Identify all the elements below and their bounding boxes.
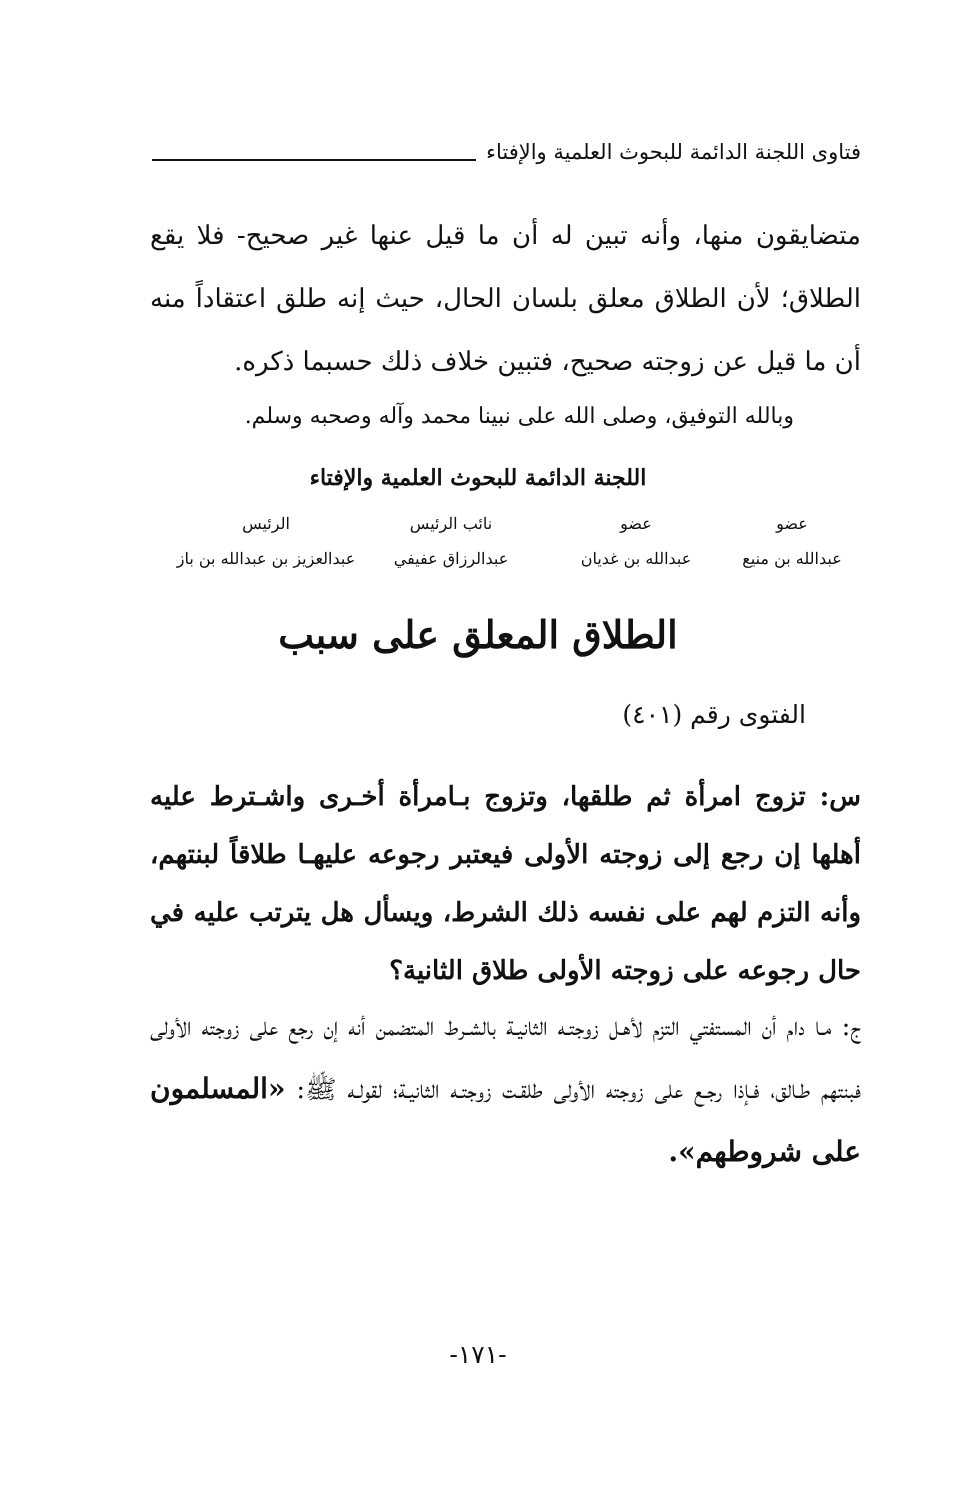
signatory-name: عبدالله بن غديان [580,549,692,568]
signatory-role: نائب الرئيس [409,514,493,533]
committee-name: اللجنة الدائمة للبحوث العلمية والإفتاء [309,465,647,491]
signatory-name: عبدالعزيز بن عبدالله بن باز [176,549,356,568]
intro-paragraph: متضايقون منها، وأنه تبين له أن ما قيل عنها غير صحيح- فلا يقع الطلاق؛ لأن الطلاق معلق بلسان الحال، حيث إنه طلق اعتقاداً منه أن ما قيل عن زوجته صحيح، فتبين خلاف ذلك حسبما ذكره. [150,221,861,377]
signatory [732,514,852,568]
signatory-name: عبدالله بن منيع [742,549,842,568]
signatory-role: عضو [776,514,808,533]
hadith-quote: «المسلمون على شروطهم». [150,1072,861,1168]
signatory-role: الرئيس [242,514,290,533]
answer-text: ج: مـا دام أن المستفتي التزم لأهـل زوجتـه الثانيـة بالشـرط المتضمن أنه إن رجع على زوجته الأولى فبنتهم طـالق، فـإذا رجـع على زوجته الأولى طلقـت زوجتـه الثانيـة؛ لقولـه ﷺ: [150,1012,861,1105]
question-paragraph: س: تزوج امرأة ثم طلقها، وتزوج بـامرأة أخـرى واشـترط عليه أهلها إن رجع إلى زوجته الأولى فيعتبر رجوعه عليهـا طلاقاً لبنتهم، وأنه التزم لهم على نفسه ذلك الشرط، ويسأل هل يترتب عليه في حال رجوعه على زوجته الأولى طلاق الثانية؟ [150,782,861,986]
page-number: -١٧١- [449,1340,507,1369]
signatory [566,514,706,568]
section-title: الطلاق المعلق على سبب [278,612,678,657]
running-header [152,140,861,176]
closing-line: وبالله التوفيق، وصلى الله على نبينا محمد وآله وصحبه وسلم. [244,404,794,429]
signatory [166,514,366,568]
signatory-name: عبدالرزاق عفيفي [393,549,509,568]
answer-paragraph [150,996,861,1184]
signatory-role: عضو [620,514,652,533]
fatwa-number: الفتوى رقم (٤٠١) [622,700,806,729]
signatory [376,514,526,568]
header-title: فتاوى اللجنة الدائمة للبحوث العلمية والإفتاء [476,140,861,164]
